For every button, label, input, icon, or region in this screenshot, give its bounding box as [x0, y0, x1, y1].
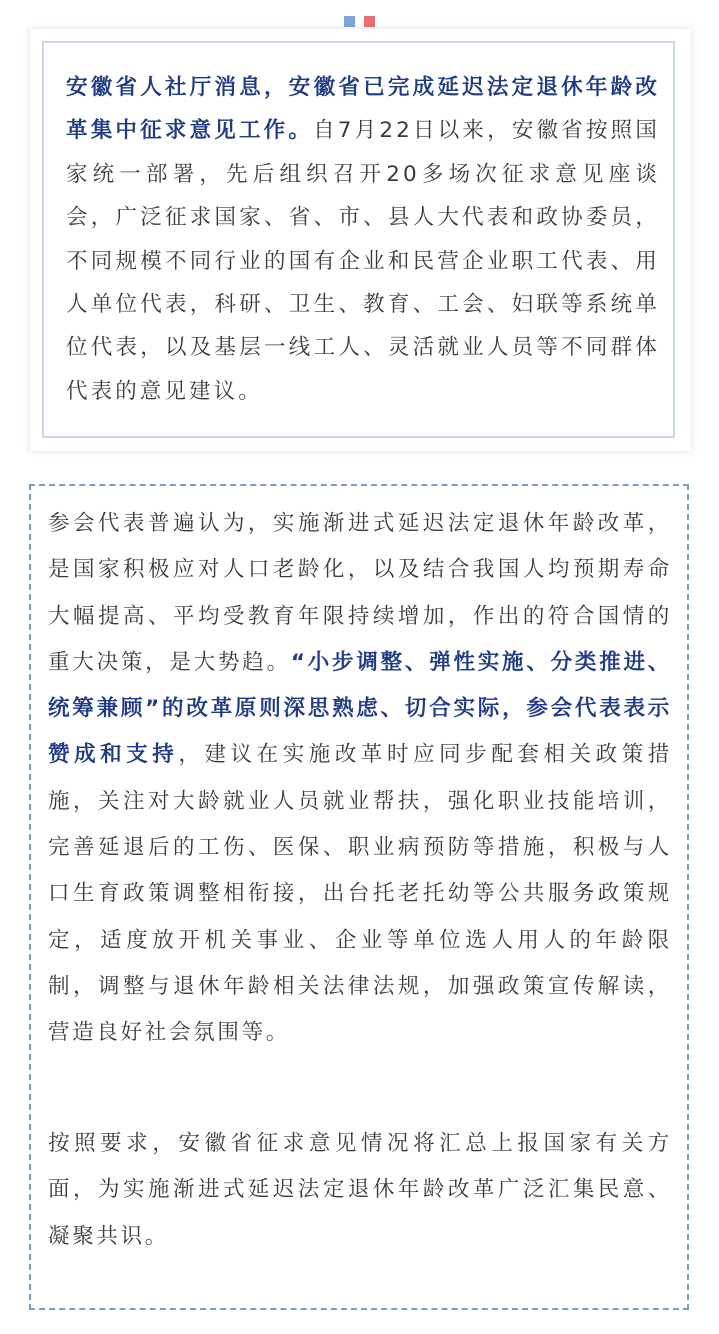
- summary-lead: 安徽省人社厅消息，安徽省已完成延迟法定退休年龄改革集中征求意见工作。: [66, 75, 660, 144]
- summary-body: 自7月22日以来，安徽省按照国家统一部署，先后组织召开20多场次征求意见座谈会，广泛征求国家、省、市、县人大代表和政协委员，不同规模不同行业的国有企业和民营企业职工代表、用人单位代表，科研、卫生、教育、工会、妇联等系统单位代表，以及基层一线工人、灵活就业人员等不同群体代表的意见建议。: [66, 118, 660, 404]
- paragraph-1-highlight: “小步调整、弹性实施、分类推进、统筹兼顾”的改革原则深思熟虑、切合实际，参会代表表示赞成和支持: [48, 649, 672, 768]
- deco-square-blue-1: [344, 16, 355, 27]
- paragraph-1: [48, 501, 672, 1057]
- paragraph-1-end: ，建议在实施改革时应同步配套相关政策措施，关注对大龄就业人员就业帮扶，强化职业技能培训，完善延退后的工伤、医保、职业病预防等措施，积极与人口生育政策调整相衔接，出台托老托幼等公共服务政策规定，适度放开机关事业、企业等单位选人用人的年龄限制，调整与退休年龄相关法律法规，加强政策宣传解读，营造良好社会氛围等。: [48, 742, 672, 1046]
- paragraph-1-start: 参会代表普遍认为，实施渐进式延迟法定退休年龄改革，是国家积极应对人口老龄化，以及结合我国人均预期寿命大幅提高、平均受教育年限持续增加，作出的符合国情的重大决策，是大势趋。: [48, 511, 672, 675]
- summary-text: [66, 66, 660, 413]
- deco-square-pink: [364, 16, 375, 27]
- paragraph-2: 按照要求，安徽省征求意见情况将汇总上报国家有关方面，为实施渐进式延迟法定退休年龄改革广泛汇集民意、凝聚共识。: [48, 1131, 672, 1249]
